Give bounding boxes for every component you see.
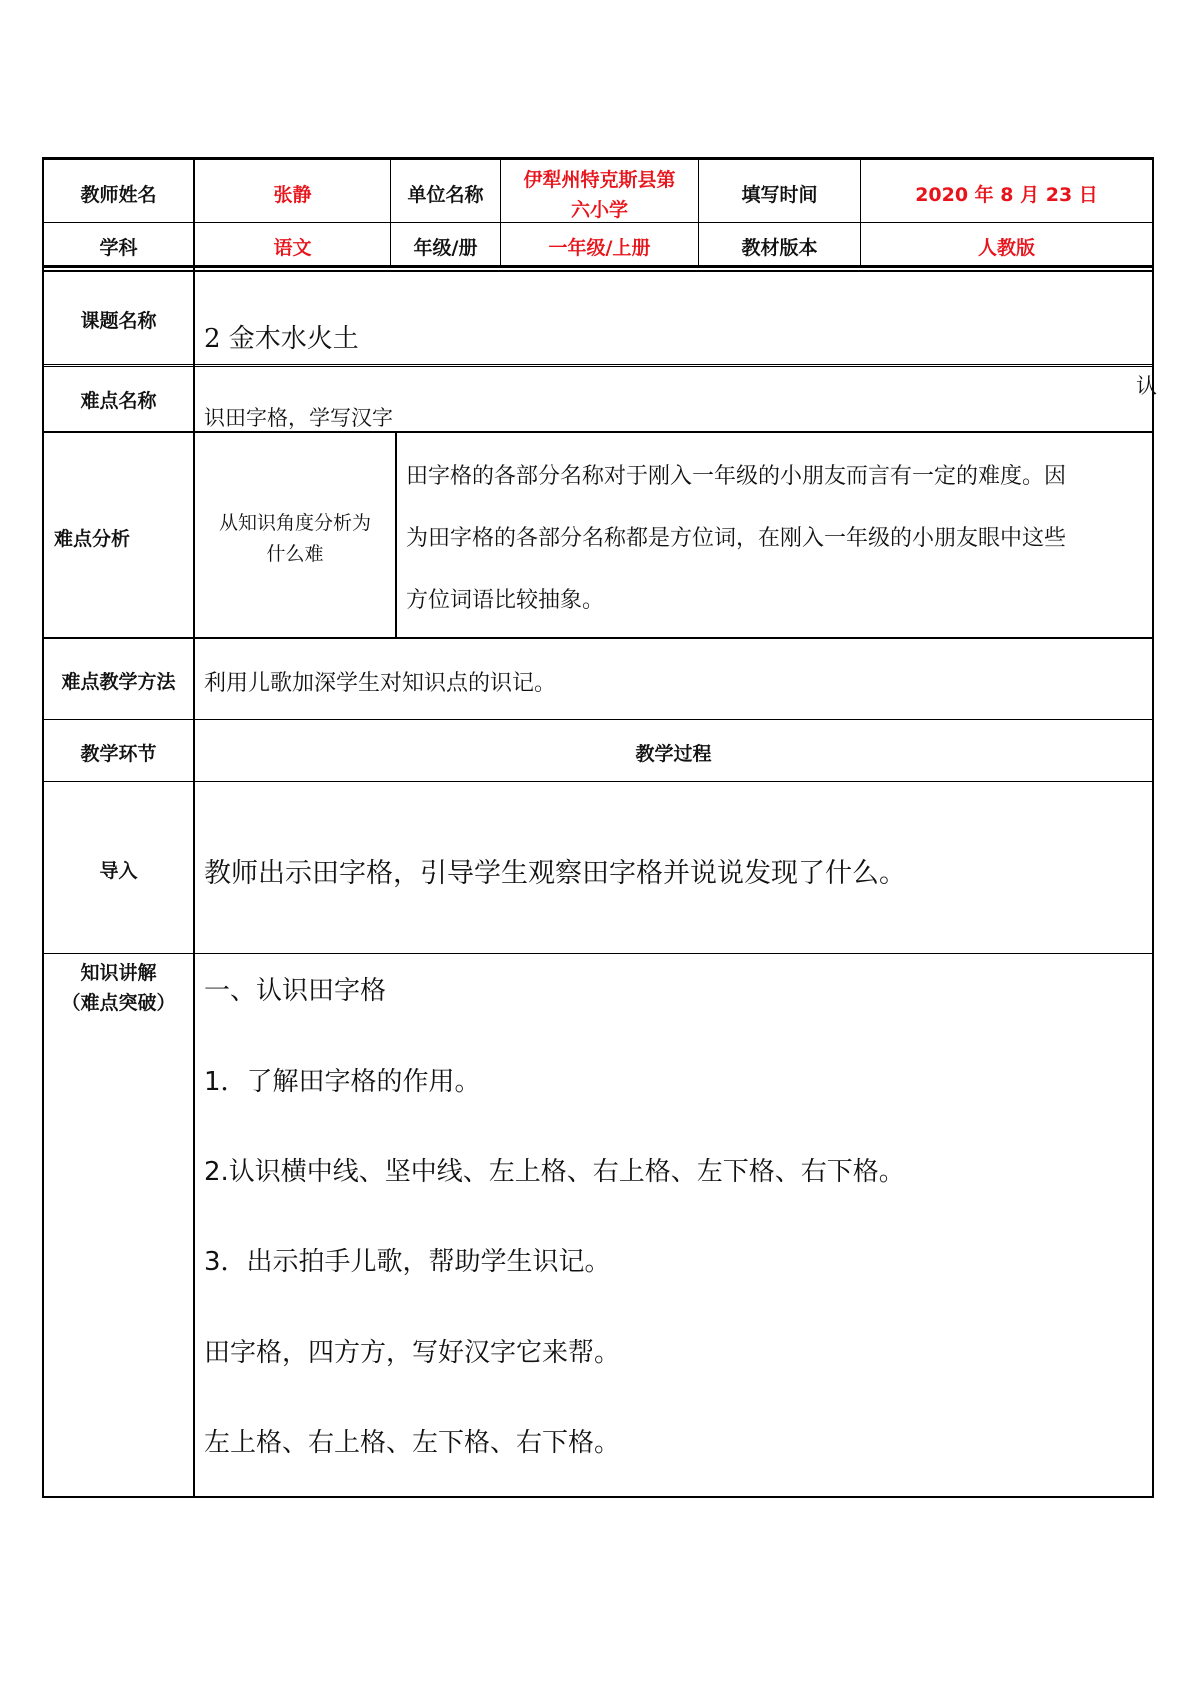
difficulty-value: 识田字格，学写汉字 [204,406,393,430]
knowledge-line: 左上格、右上格、左下格、右下格。 [204,1428,621,1458]
intro-value: 教师出示田字格，引导学生观察田字格并说说发现了什么。 [204,858,906,889]
knowledge-line: 一、认识田字格 [204,976,387,1006]
difficulty-overflow-char: 认 [1136,374,1157,398]
fill-date-label: 填写时间 [741,184,818,206]
knowledge-line: 田字格，四方方，写好汉字它来帮。 [204,1338,621,1368]
knowledge-line: 1．了解田字格的作用。 [204,1067,481,1097]
edition-label: 教材版本 [741,237,818,259]
teacher-name-value: 张静 [273,184,312,206]
unit-name-value-line1: 伊犁州特克斯县第 [523,169,676,191]
row-divider [42,781,1154,782]
row-divider [42,637,1154,639]
analysis-text-line: 田字格的各部分名称对于刚入一年级的小朋友而言有一定的难度。因 [406,464,1067,489]
table-border-top [42,157,1154,160]
row-divider [42,953,1154,954]
unit-name-label: 单位名称 [407,184,484,206]
grade-label: 年级/册 [413,237,478,259]
method-label: 难点教学方法 [61,671,176,693]
row-divider [42,270,1154,272]
row-divider [42,222,1154,223]
analysis-column-divider [395,431,397,638]
intro-label: 导入 [99,860,138,882]
analysis-sub-label-line1: 从知识角度分析为 [218,512,371,534]
subject-label: 学科 [99,237,138,259]
subject-value: 语文 [273,237,312,259]
row-divider [42,364,1154,365]
row-divider [42,719,1154,720]
knowledge-line: 3．出示拍手儿歌，帮助学生识记。 [204,1247,611,1277]
knowledge-label-line2: （难点突破） [61,992,176,1014]
analysis-label: 难点分析 [54,528,131,550]
table-border-bottom [42,1496,1154,1498]
row-divider [42,265,1154,268]
difficulty-label: 难点名称 [80,390,157,412]
process-step-label: 教学环节 [80,743,157,765]
fill-date-value: 2020 年 8 月 23 日 [915,184,1098,206]
teacher-name-label: 教师姓名 [80,184,157,206]
knowledge-label-line1: 知识讲解 [80,962,157,984]
topic-label: 课题名称 [80,310,157,332]
method-value: 利用儿歌加深学生对知识点的识记。 [204,671,557,696]
topic-value: 2 金木水火土 [204,324,359,354]
label-column-divider [193,157,195,1498]
knowledge-line: 2.认识横中线、坚中线、左上格、右上格、左下格、右下格。 [204,1157,905,1187]
analysis-sub-label-line2: 什么难 [266,543,324,565]
analysis-text-line: 方位词语比较抽象。 [406,588,605,613]
unit-name-value-line2: 六小学 [570,199,628,221]
process-label: 教学过程 [635,743,712,765]
table-border-right [1152,157,1154,1498]
row-divider [42,366,1154,367]
grade-value: 一年级/上册 [548,237,651,259]
analysis-text-line: 为田字格的各部分名称都是方位词，在刚入一年级的小朋友眼中这些 [406,526,1067,551]
edition-value: 人教版 [977,237,1035,259]
table-border-left [42,157,44,1498]
